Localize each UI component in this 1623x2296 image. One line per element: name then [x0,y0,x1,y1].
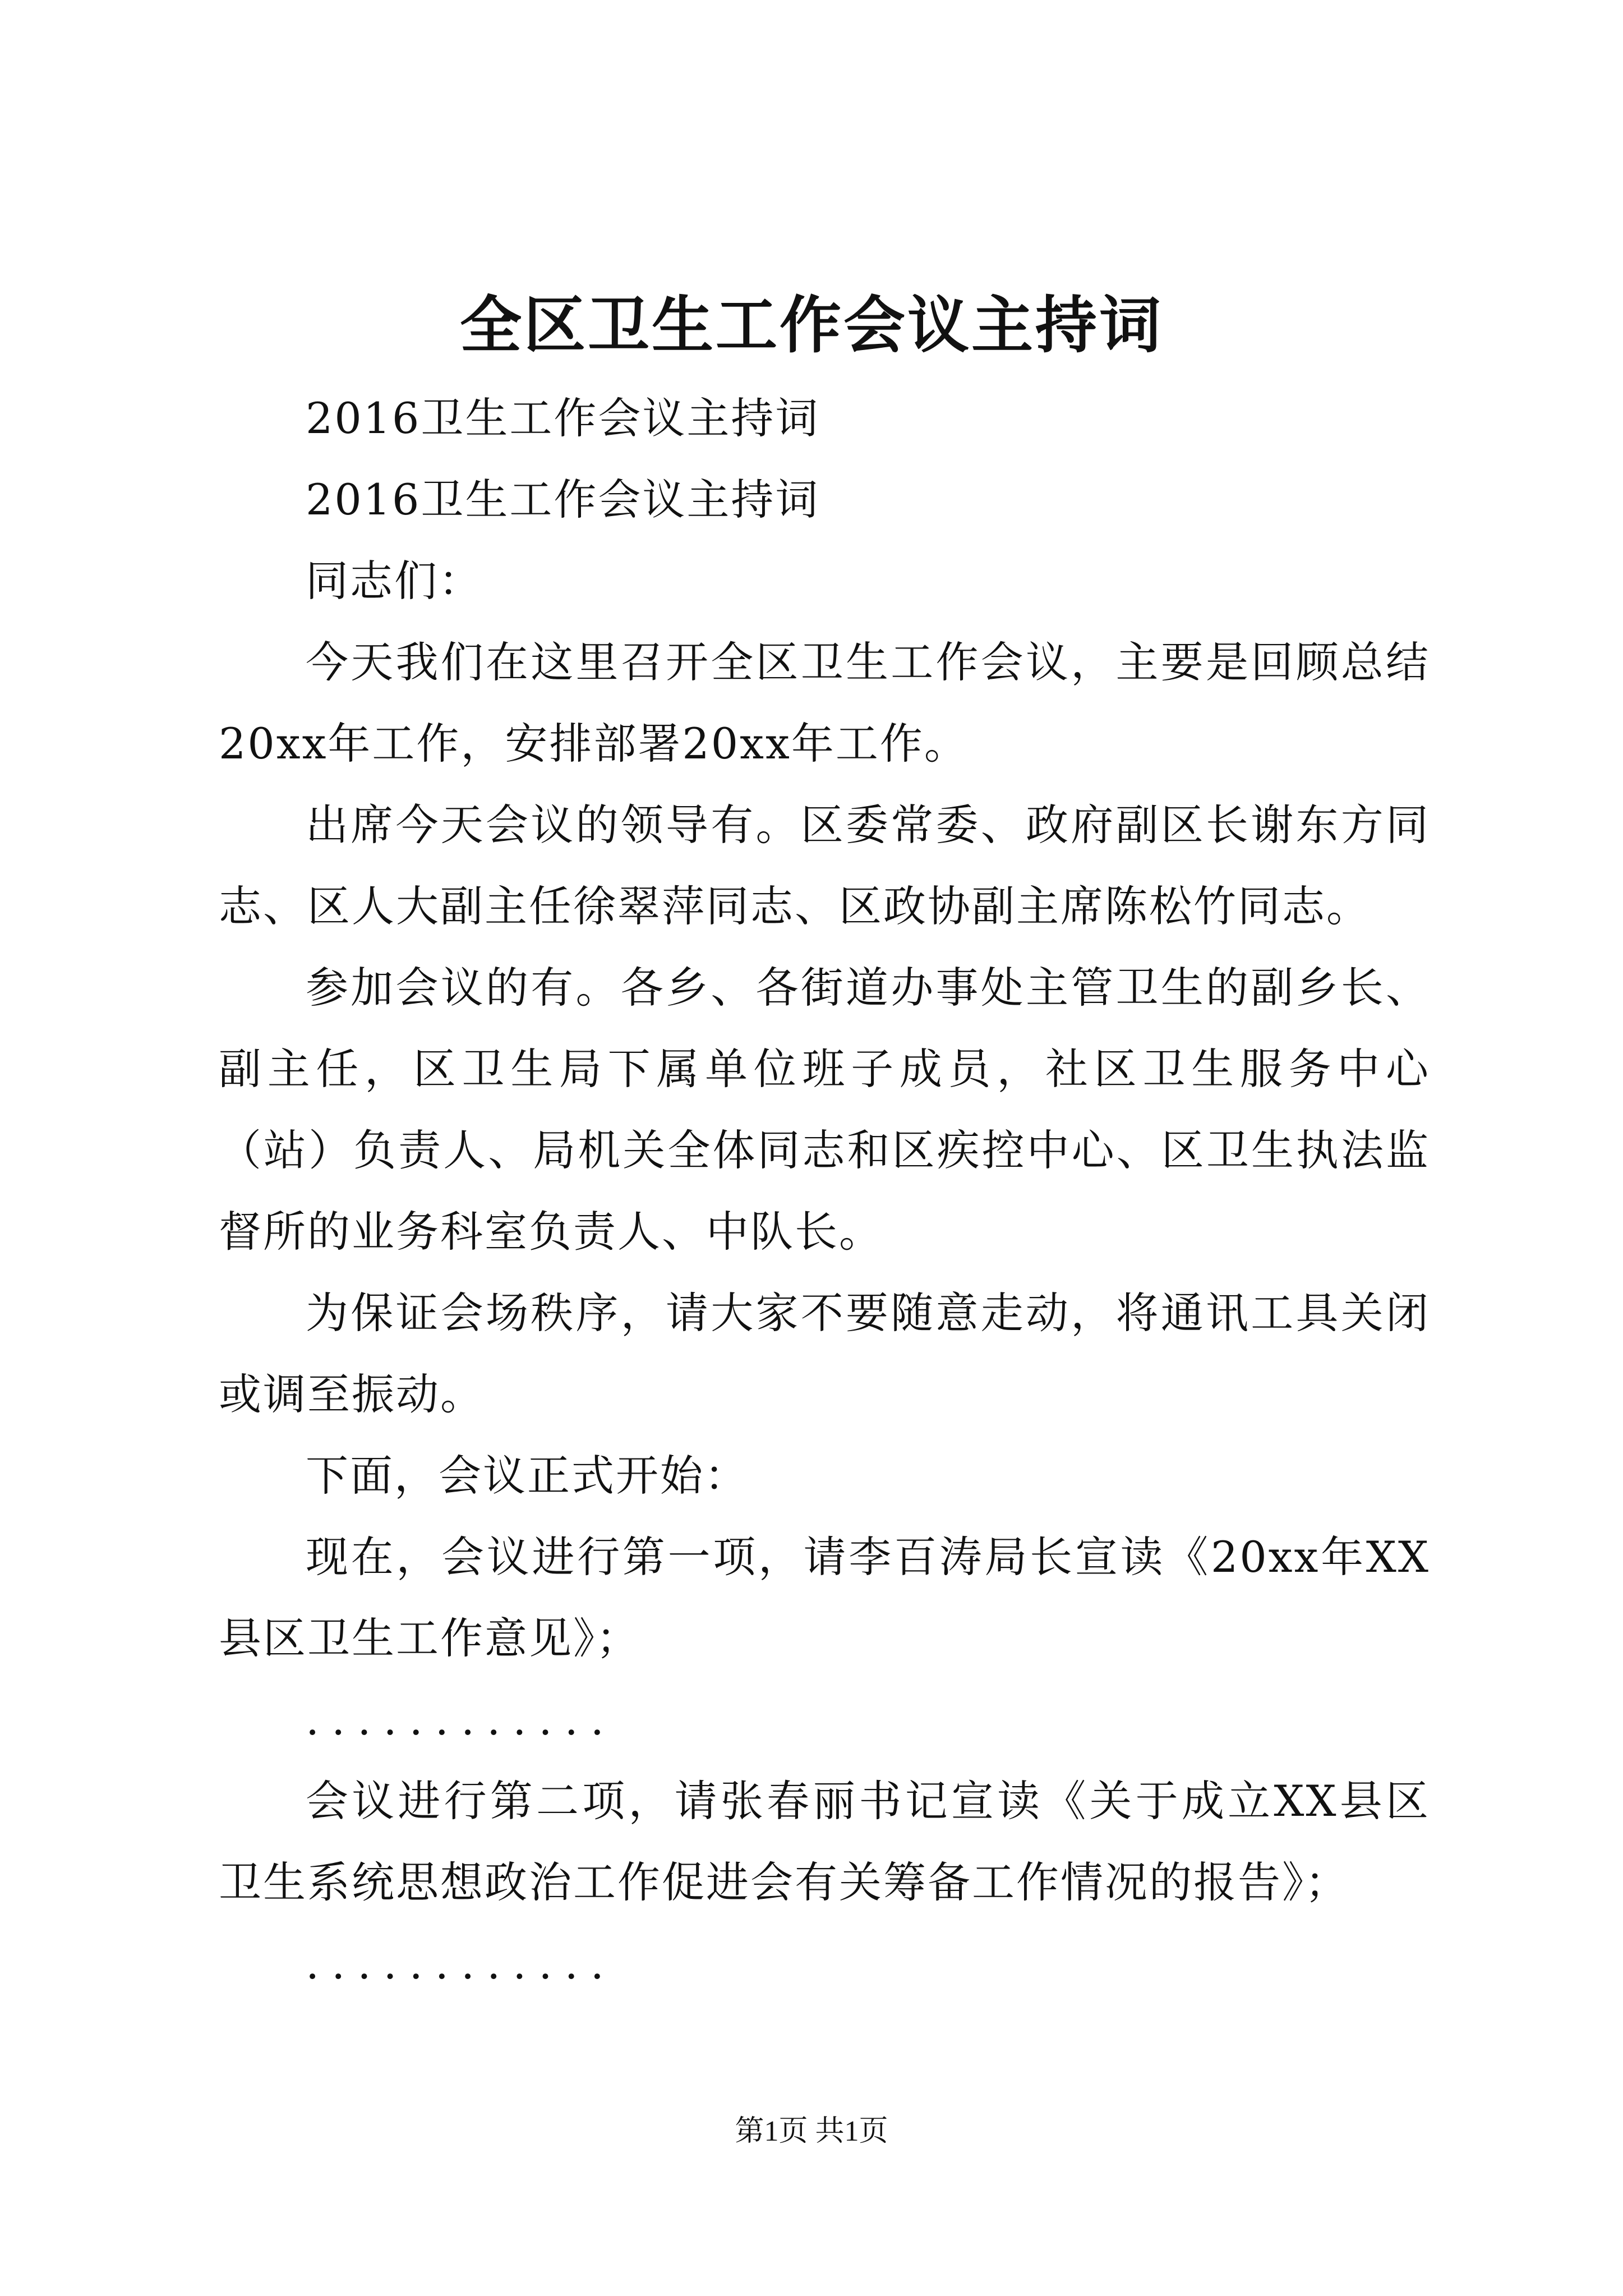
paragraph-agenda-item-2: 会议进行第二项，请张春丽书记宣读《关于成立XX县区卫生系统思想政治工作促进会有关筹备工作情况的报告》； [219,1776,1430,1907]
paragraph-opening: 今天我们在这里召开全区卫生工作会议，主要是回顾总结20xx年工作，安排部署20xx年工作。 [219,637,1430,769]
paragraph-ellipsis-1: ............ [306,1695,616,1745]
paragraph-salutation: 同志们： [306,556,483,606]
paragraph-subtitle-1: 2016卫生工作会议主持词 [306,393,820,443]
paragraph-order-notice: 为保证会场秩序，请大家不要随意走动，将通讯工具关闭或调至振动。 [219,1288,1430,1419]
document-body [219,378,1430,2004]
page-footer: 第1页 共1页 [735,2115,888,2147]
paragraph-subtitle-2: 2016卫生工作会议主持词 [306,475,820,524]
paragraph-participants: 参加会议的有。各乡、各街道办事处主管卫生的副乡长、副主任，区卫生局下属单位班子成员，社区卫生服务中心（站）负责人、局机关全体同志和区疾控中心、区卫生执法监督所的业务科室负责人、中队长。 [219,963,1430,1257]
paragraph-attending-leaders: 出席今天会议的领导有。区委常委、政府副区长谢东方同志、区人大副主任徐翠萍同志、区政协副主席陈松竹同志。 [219,800,1430,931]
paragraph-meeting-start: 下面，会议正式开始： [306,1451,749,1501]
paragraph-agenda-item-1: 现在，会议进行第一项，请李百涛局长宣读《20xx年XX县区卫生工作意见》； [219,1532,1430,1663]
paragraph-ellipsis-2: ............ [306,1939,616,1989]
document-title: 全区卫生工作会议主持词 [460,289,1163,361]
